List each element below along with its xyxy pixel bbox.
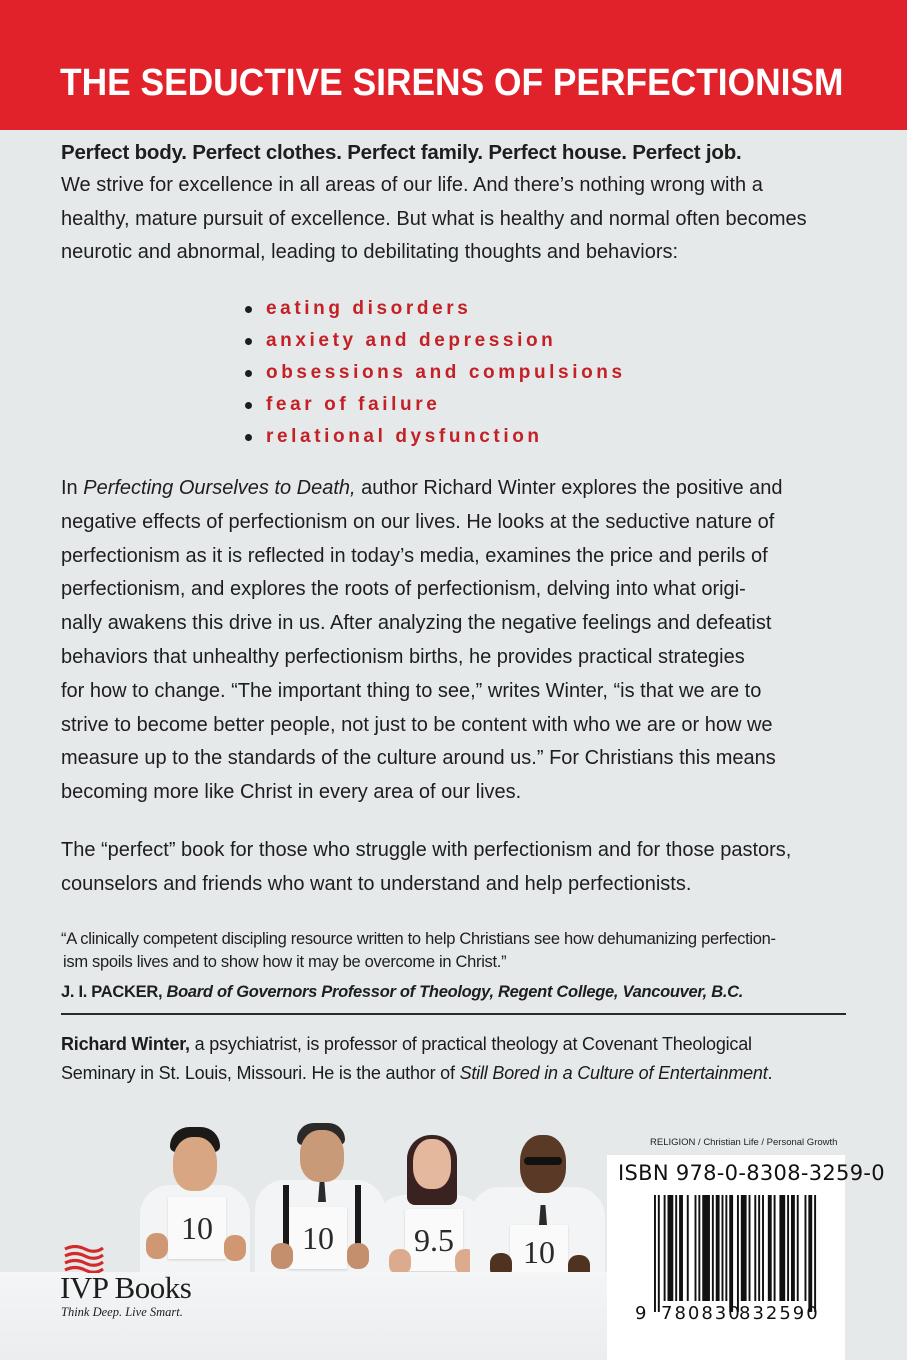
- scorecard: 10: [510, 1225, 568, 1279]
- list-item: [245, 325, 705, 357]
- barcode-bar: [768, 1195, 772, 1301]
- barcode-bar: [698, 1195, 700, 1301]
- barcode-bar: [654, 1195, 656, 1312]
- list-item: [245, 293, 705, 325]
- barcode-bar: [749, 1195, 751, 1301]
- summary-line: counselors and friends who want to understand and help perfectionists.: [61, 872, 692, 895]
- barcode-bar: [687, 1195, 689, 1301]
- title-banner: [0, 0, 907, 130]
- scorecard: 10: [289, 1207, 347, 1269]
- intro-line: neurotic and abnormal, leading to debilitating thoughts and behaviors:: [61, 240, 679, 263]
- category-label: RELIGION / Christian Life / Personal Growth: [650, 1137, 838, 1148]
- bullet-icon: [245, 434, 252, 441]
- bio-line: [61, 1059, 861, 1088]
- barcode-bar: [774, 1195, 776, 1301]
- intro-bold-line: Perfect body. Perfect clothes. Perfect family. Perfect house. Perfect job.: [61, 141, 742, 164]
- description-line: negative effects of perfectionism on our lives. He looks at the seductive nature of: [61, 510, 775, 533]
- description-line: behaviors that unhealthy perfectionism births, he provides practical strategies: [61, 645, 745, 668]
- ean-first-digit: 9: [635, 1303, 647, 1324]
- intro-paragraph: [61, 136, 846, 269]
- list-item-text: fear of failure: [266, 394, 441, 415]
- barcode-bar: [702, 1195, 710, 1301]
- banner-title: THE SEDUCTIVE SIRENS OF PERFECTIONISM: [60, 62, 844, 104]
- barcode-bar: [695, 1195, 697, 1301]
- author-name: Richard Winter,: [61, 1034, 190, 1054]
- barcode-bar: [722, 1195, 724, 1301]
- bullet-icon: [245, 338, 252, 345]
- barcode-bar: [754, 1195, 756, 1301]
- description-suffix: author Richard Winter explores the positive and: [355, 477, 783, 499]
- list-item-text: anxiety and depression: [266, 330, 557, 351]
- publisher-name: IVP Books: [60, 1270, 192, 1305]
- ean-right-group: 832590: [739, 1303, 820, 1324]
- description-line: perfectionism as it is reflected in today’s media, examines the price and perils of: [61, 544, 768, 567]
- barcode-bar: [804, 1195, 806, 1301]
- barcode-bar: [758, 1195, 760, 1301]
- endorser-title: Board of Governors Professor of Theology, Regent College, Vancouver, B.C.: [162, 983, 744, 1001]
- barcode-bar: [762, 1195, 764, 1301]
- description-line: becoming more like Christ in every area of our lives.: [61, 781, 522, 804]
- scorecard: 9.5: [405, 1209, 463, 1271]
- barcode-bar: [725, 1195, 727, 1301]
- barcode-bar: [808, 1195, 812, 1312]
- description-line: nally awakens this drive in us. After analyzing the negative feelings and defeatist: [61, 612, 772, 635]
- barcode-bar: [791, 1195, 795, 1301]
- summary-paragraph: [61, 834, 846, 901]
- publisher-tagline: Think Deep. Live Smart.: [61, 1305, 183, 1319]
- list-item: [245, 357, 705, 389]
- barcode-bar: [814, 1195, 816, 1312]
- barcode-bar: [729, 1195, 733, 1312]
- endorser-name: J. I. PACKER,: [61, 983, 163, 1001]
- barcode-bar: [712, 1195, 714, 1301]
- intro-line: We strive for excellence in all areas of our life. And there’s nothing wrong with a: [61, 174, 763, 197]
- barcode-bar: [737, 1195, 739, 1312]
- list-item: [245, 421, 705, 453]
- barcode-bar: [658, 1195, 660, 1312]
- barcode-bar: [741, 1195, 747, 1301]
- bullet-icon: [245, 306, 252, 313]
- description-line: strive to become better people, not just to be content with who we are or how we: [61, 713, 773, 736]
- summary-line: The “perfect” book for those who struggle with perfectionism and for those pastors,: [61, 839, 792, 861]
- divider: [61, 1013, 846, 1015]
- list-item: [245, 389, 705, 421]
- list-item-text: relational dysfunction: [266, 426, 543, 447]
- intro-line: healthy, mature pursuit of excellence. But what is healthy and normal often becomes: [61, 207, 807, 230]
- description-line: [61, 472, 846, 506]
- bio-text: Seminary in St. Louis, Missouri. He is the author of: [61, 1062, 460, 1083]
- other-book-title: Still Bored in a Culture of Entertainment: [459, 1062, 768, 1083]
- endorsement-line: ism spoils lives and to show how it may be overcome in Christ.”: [63, 953, 507, 971]
- endorsement: [61, 928, 861, 1004]
- barcode-bar: [797, 1195, 799, 1301]
- flag-icon: [63, 1245, 105, 1273]
- ean-left-group: 780830: [661, 1303, 742, 1324]
- description-line: for how to change. “The important thing to see,” writes Winter, “is that we are to: [61, 679, 762, 702]
- endorsement-attribution: [61, 981, 861, 1004]
- barcode-bar: [668, 1195, 674, 1301]
- barcode-icon: [654, 1195, 818, 1312]
- description-paragraph: [61, 472, 846, 810]
- book-title: Perfecting Ourselves to Death,: [83, 477, 356, 499]
- barcode-bar: [664, 1195, 666, 1301]
- scorecard: 10: [168, 1197, 226, 1259]
- barcode-bar: [787, 1195, 789, 1301]
- barcode-bar: [716, 1195, 720, 1301]
- barcode-bar: [679, 1195, 683, 1301]
- description-line: measure up to the standards of the culture around us.” For Christians this means: [61, 747, 776, 770]
- bullet-icon: [245, 402, 252, 409]
- description-prefix: In: [61, 477, 84, 499]
- symptom-list: [245, 293, 705, 453]
- isbn-label: ISBN 978-0-8308-3259-0: [618, 1161, 885, 1185]
- list-item-text: eating disorders: [266, 298, 472, 319]
- bio-line: [61, 1030, 861, 1059]
- barcode-bar: [779, 1195, 785, 1301]
- list-item-text: obsessions and compulsions: [266, 362, 626, 383]
- bullet-icon: [245, 370, 252, 377]
- author-bio: [61, 1030, 861, 1087]
- bio-text: .: [767, 1062, 773, 1083]
- description-line: perfectionism, and explores the roots of perfectionism, delving into what origi-: [61, 578, 746, 601]
- barcode-bar: [675, 1195, 677, 1301]
- bio-text: a psychiatrist, is professor of practical theology at Covenant Theological: [189, 1034, 752, 1054]
- barcode-panel: [607, 1155, 885, 1360]
- endorsement-line: “A clinically competent discipling resource written to help Christians see how dehumanizing perfection-: [61, 930, 776, 948]
